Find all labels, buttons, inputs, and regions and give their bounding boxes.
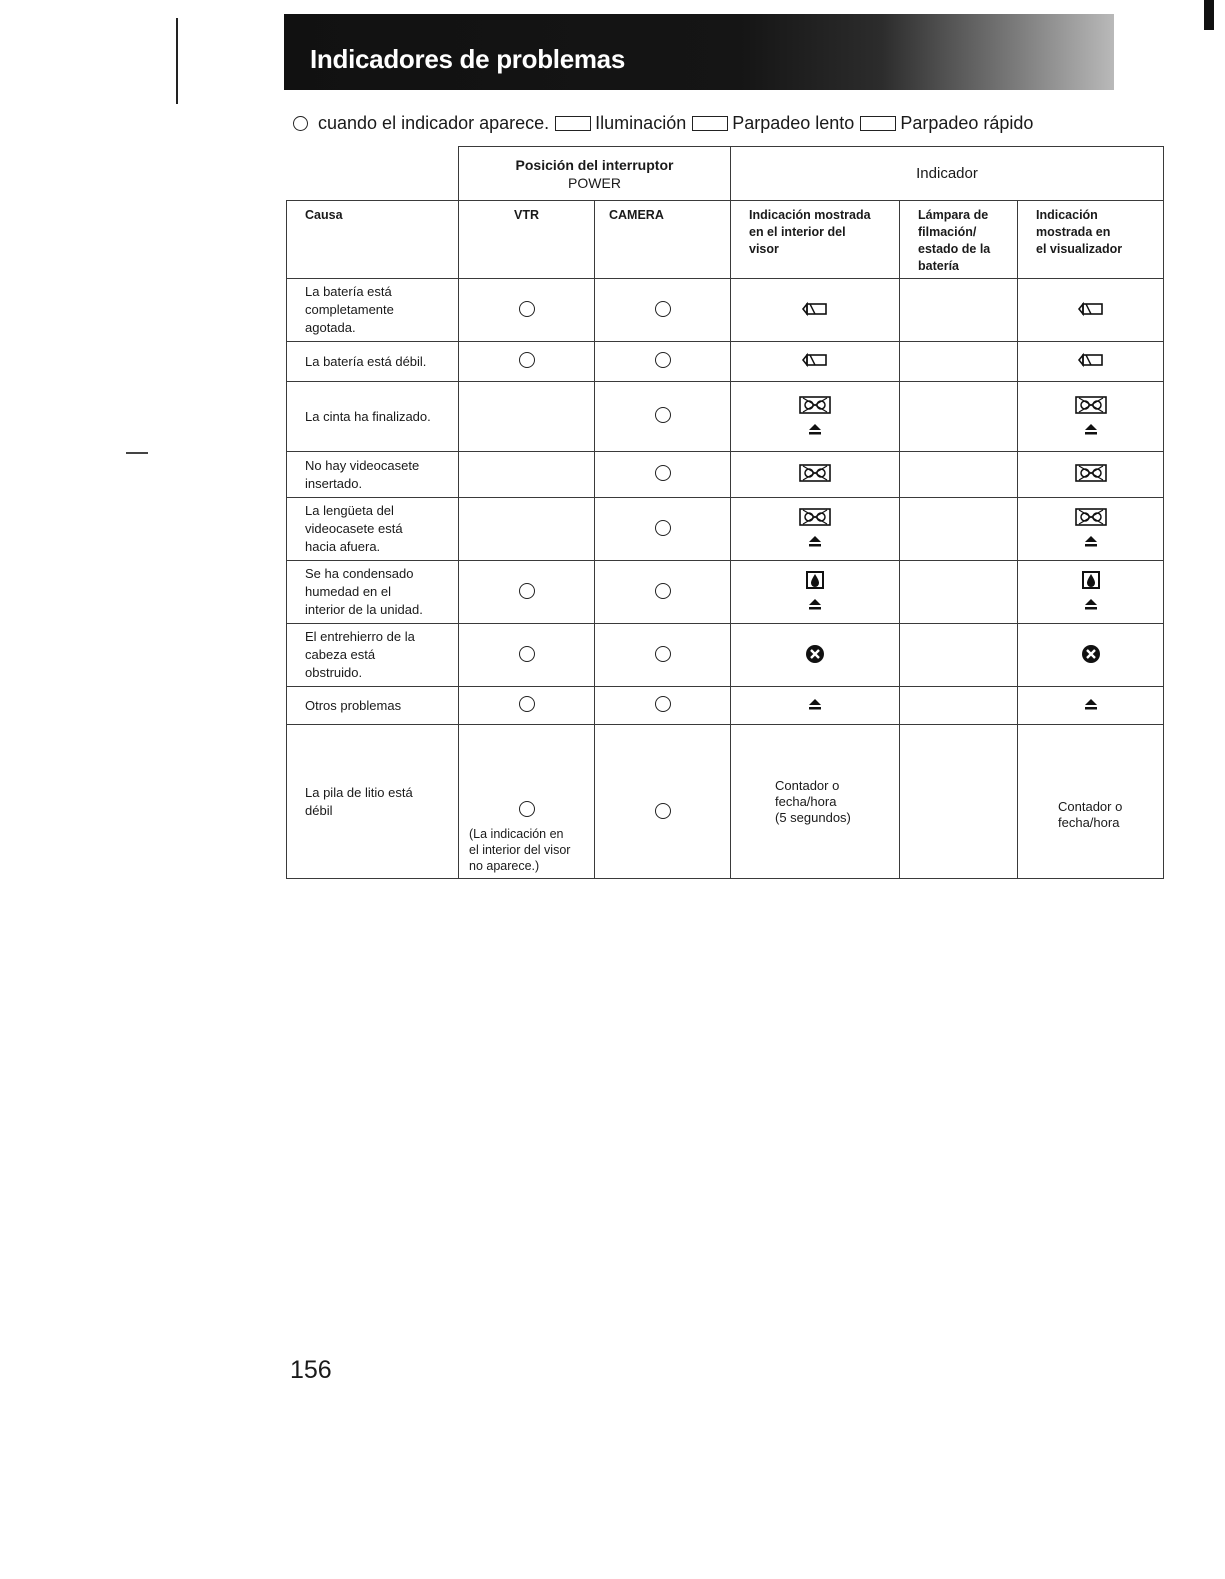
cassette-icon [799, 396, 831, 417]
lamp-cell [900, 498, 1018, 561]
eject-icon [1084, 535, 1098, 550]
text-line: Otros problemas [305, 697, 402, 713]
viewfinder-cell [731, 498, 900, 561]
display-header: Indicación mostrada en el visualizador [1018, 201, 1164, 279]
circle-icon [519, 352, 535, 368]
viewfinder-cell [731, 279, 900, 342]
text-line: La pila de litio está [305, 784, 413, 800]
icon-group [1018, 698, 1163, 713]
camera-cell [595, 561, 731, 624]
text-line: videocasete está [305, 521, 403, 536]
circle-icon [655, 407, 671, 423]
eject-icon [808, 598, 822, 613]
icon-group [731, 352, 899, 371]
text-line: interior de la unidad. [305, 602, 423, 617]
table-row [287, 498, 1164, 561]
camera-cell [595, 498, 731, 561]
battery-empty-icon [802, 352, 828, 371]
table-row [287, 624, 1164, 687]
icon-group [1018, 571, 1163, 613]
circle-icon [519, 696, 535, 712]
table-row [287, 687, 1164, 725]
eject-icon [808, 535, 822, 550]
cause-cell [287, 452, 459, 498]
camera-cell [595, 382, 731, 452]
text-line: no aparece.) [469, 859, 540, 873]
text-line: fecha/hora [1058, 814, 1120, 830]
vtr-cell [459, 687, 595, 725]
fast-box-icon [860, 116, 896, 131]
text-line: completamente [305, 302, 394, 317]
eject-icon [1084, 698, 1098, 713]
camera-cell [595, 279, 731, 342]
eject-icon [1084, 423, 1098, 438]
text-line: Contador o [775, 777, 840, 793]
camera-header: CAMERA [595, 201, 731, 279]
display-cell [1018, 725, 1164, 879]
icon-group [1018, 508, 1163, 550]
icon-group [731, 644, 899, 667]
indicator-table [286, 146, 1164, 879]
display-cell [1018, 342, 1164, 382]
eject-icon [1084, 598, 1098, 613]
text-line: El entrehierro de la [305, 629, 415, 644]
text-line: humedad en el [305, 584, 392, 599]
counter-text [731, 778, 899, 826]
cause-header: Causa [287, 201, 459, 279]
lamp-cell [900, 382, 1018, 452]
cause-cell [287, 725, 459, 879]
camera-cell [595, 687, 731, 725]
cause-cell [287, 624, 459, 687]
viewfinder-cell [731, 624, 900, 687]
display-cell [1018, 624, 1164, 687]
icon-group [731, 698, 899, 713]
eject-icon [808, 423, 822, 438]
cause-cell [287, 561, 459, 624]
lamp-cell [900, 561, 1018, 624]
camera-cell [595, 624, 731, 687]
lamp-cell [900, 687, 1018, 725]
table-row [287, 452, 1164, 498]
viewfinder-cell [731, 687, 900, 725]
icon-group [1018, 352, 1163, 371]
circle-icon [655, 803, 671, 819]
text-line: La batería está débil. [305, 353, 427, 369]
text-line: hacia afuera. [305, 539, 381, 554]
legend-appears: cuando el indicador aparece. [318, 112, 550, 133]
display-cell [1018, 279, 1164, 342]
text-line: La lengüeta del [305, 503, 394, 518]
legend-fast: Parpadeo rápido [900, 112, 1034, 133]
icon-group [731, 464, 899, 485]
camera-cell [595, 342, 731, 382]
lamp-header: Lámpara de filmación/ estado de la batería [900, 201, 1018, 279]
viewfinder-header: Indicación mostrada en el interior del visor [731, 201, 900, 279]
lamp-cell [900, 452, 1018, 498]
counter-text [1018, 799, 1163, 831]
text-line: débil [305, 802, 333, 818]
circle-icon [293, 116, 308, 131]
circle-icon [655, 696, 671, 712]
eject-icon [808, 698, 822, 713]
cause-cell [287, 687, 459, 725]
legend-slow: Parpadeo lento [732, 112, 855, 133]
viewfinder-cell [731, 725, 900, 879]
icon-group [1018, 396, 1163, 438]
icon-group [731, 396, 899, 438]
text-line: (La indicación en [469, 827, 564, 841]
head-clog-icon [1081, 644, 1101, 667]
legend-lit: Iluminación [595, 112, 687, 133]
display-cell [1018, 452, 1164, 498]
legend [293, 110, 1033, 136]
table-row [287, 382, 1164, 452]
vtr-cell [459, 498, 595, 561]
lit-box-icon [555, 116, 591, 131]
group-header-row [287, 147, 1164, 201]
text-line: No hay videocasete [305, 457, 420, 473]
vtr-cell [459, 725, 595, 879]
viewfinder-cell [731, 561, 900, 624]
battery-empty-icon [1078, 301, 1104, 320]
text-line: cabeza está [305, 647, 376, 662]
icon-group [1018, 644, 1163, 667]
circle-icon [655, 520, 671, 536]
cassette-icon [1075, 508, 1107, 529]
lamp-cell [900, 624, 1018, 687]
vtr-cell [459, 342, 595, 382]
display-cell [1018, 561, 1164, 624]
icon-group [1018, 464, 1163, 485]
moisture-icon [1082, 571, 1100, 592]
cassette-icon [799, 508, 831, 529]
circle-icon [519, 301, 535, 317]
lamp-cell [900, 342, 1018, 382]
text-line: (5 segundos) [775, 809, 851, 825]
indicator-header: Indicador [731, 147, 1164, 201]
vtr-cell [459, 624, 595, 687]
vtr-cell [459, 452, 595, 498]
vtr-cell [459, 279, 595, 342]
battery-empty-icon [1078, 352, 1104, 371]
table-row [287, 561, 1164, 624]
circle-icon [519, 801, 535, 817]
viewfinder-cell [731, 382, 900, 452]
table-row-lithium [287, 725, 1164, 879]
margin-dash-mark [126, 452, 148, 454]
page-number: 156 [290, 1356, 332, 1384]
column-header-row [287, 201, 1164, 279]
icon-group [731, 301, 899, 320]
margin-binding-line [176, 18, 178, 104]
cause-cell [287, 498, 459, 561]
display-cell [1018, 498, 1164, 561]
viewfinder-cell [731, 452, 900, 498]
cassette-icon [1075, 396, 1107, 417]
cassette-icon [1075, 464, 1107, 485]
slow-box-icon [692, 116, 728, 131]
text-line: agotada. [305, 320, 356, 335]
icon-group [731, 571, 899, 613]
corner-registration-mark [1204, 0, 1214, 30]
icon-group [731, 508, 899, 550]
lamp-cell [900, 725, 1018, 879]
cause-cell [287, 279, 459, 342]
text-line: obstruido. [305, 665, 363, 680]
viewfinder-cell [731, 342, 900, 382]
circle-icon [655, 352, 671, 368]
title-banner [284, 14, 1114, 90]
vtr-note [459, 826, 594, 874]
text-line: Se ha condensado [305, 566, 414, 581]
circle-icon [519, 583, 535, 599]
circle-icon [655, 465, 671, 481]
display-cell [1018, 382, 1164, 452]
vtr-cell [459, 561, 595, 624]
camera-cell [595, 452, 731, 498]
display-cell [1018, 687, 1164, 725]
circle-icon [519, 646, 535, 662]
text-line: Contador o [1058, 798, 1123, 814]
text-line: La cinta ha finalizado. [305, 408, 431, 424]
cause-cell [287, 382, 459, 452]
table-row [287, 342, 1164, 382]
page-title: Indicadores de problemas [310, 44, 626, 74]
head-clog-icon [805, 644, 825, 667]
moisture-icon [806, 571, 824, 592]
table-row [287, 279, 1164, 342]
cause-cell [287, 342, 459, 382]
text-line: La batería está [305, 284, 392, 299]
cassette-icon [799, 464, 831, 485]
vtr-cell [459, 382, 595, 452]
camera-cell [595, 725, 731, 879]
icon-group [1018, 301, 1163, 320]
lamp-cell [900, 279, 1018, 342]
power-switch-header: Posición del interruptor POWER [459, 147, 731, 201]
circle-icon [655, 301, 671, 317]
text-line: el interior del visor [469, 843, 571, 857]
text-line: fecha/hora [775, 793, 837, 809]
circle-icon [655, 646, 671, 662]
text-line: insertado. [305, 475, 363, 491]
circle-icon [655, 583, 671, 599]
battery-empty-icon [802, 301, 828, 320]
vtr-header: VTR [459, 201, 595, 279]
